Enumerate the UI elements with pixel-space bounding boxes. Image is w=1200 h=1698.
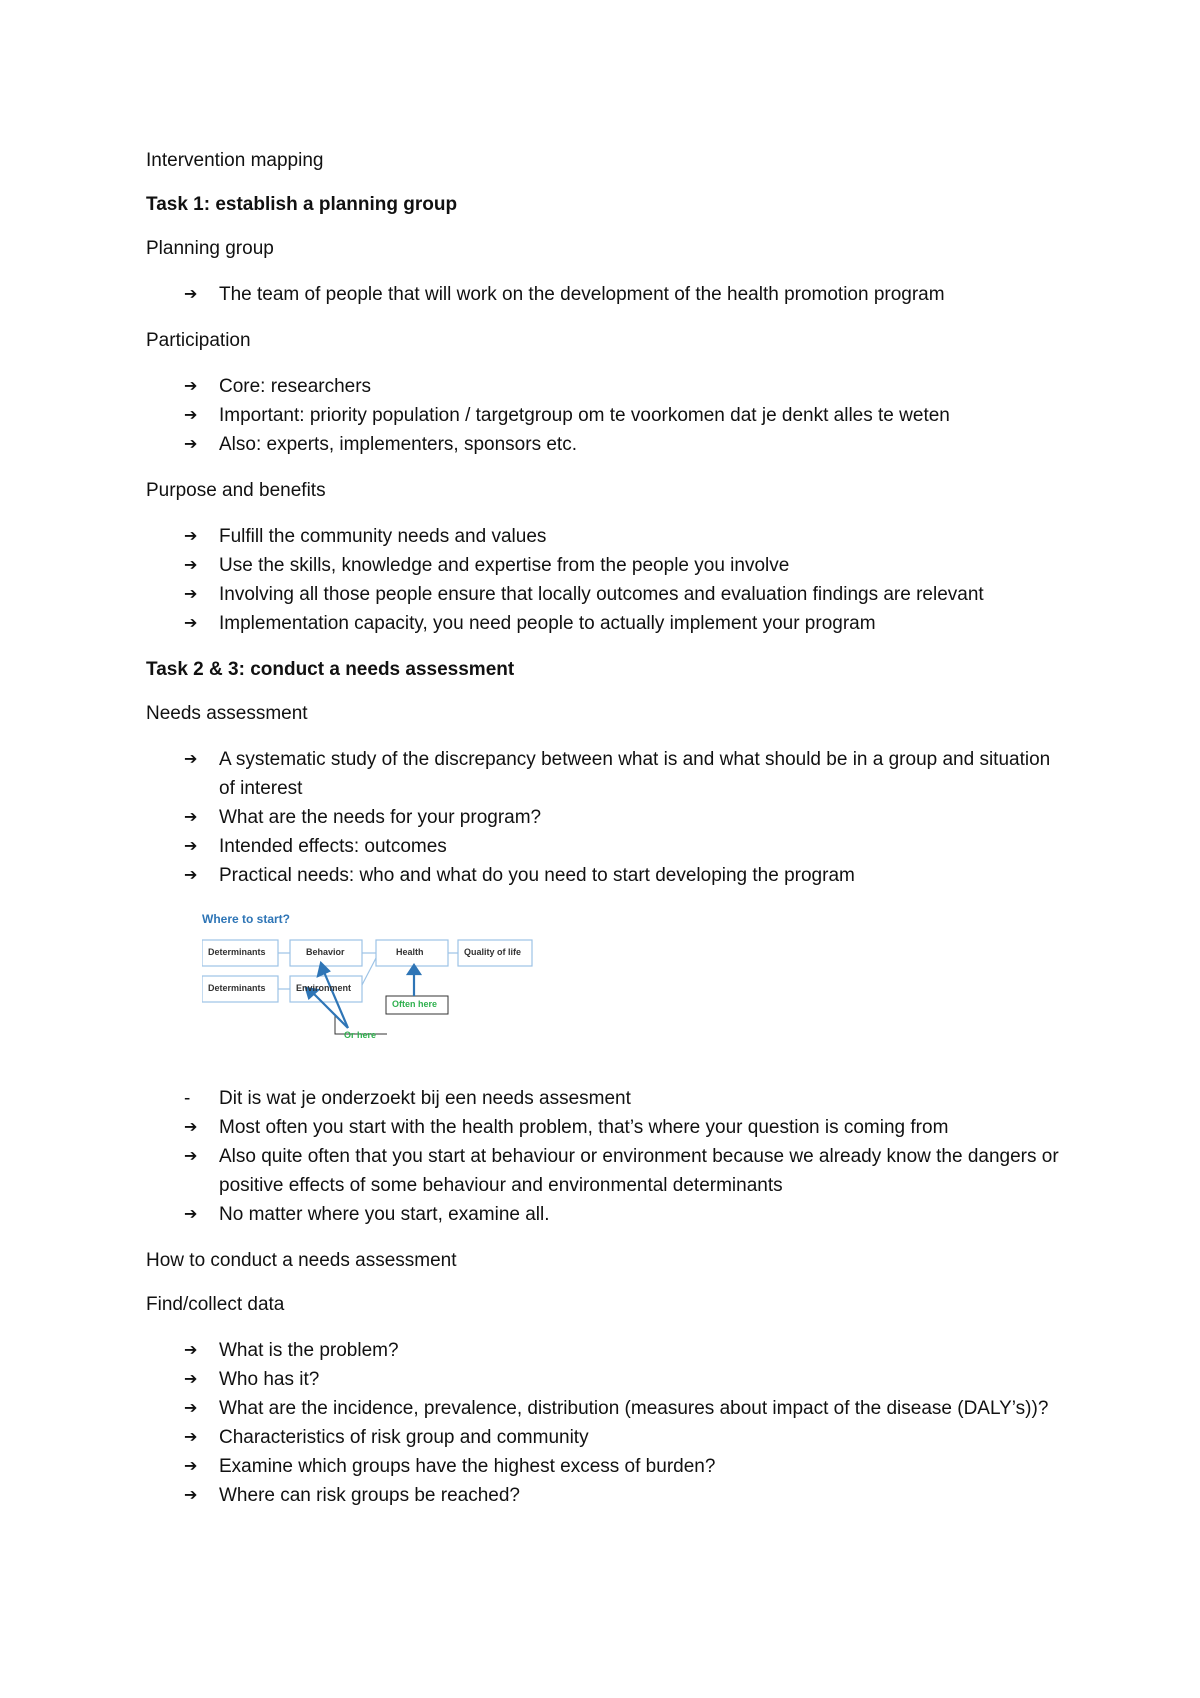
- determinants-label-2: Determinants: [208, 983, 266, 993]
- arrow-bullet-icon: ➔: [184, 407, 198, 424]
- arrow-bullet-icon: ➔: [184, 286, 198, 303]
- list-item: ➔ Use the skills, knowledge and expertise from the people you involve: [146, 551, 1066, 580]
- find-collect-heading: Find/collect data: [146, 1294, 285, 1315]
- list-item: ➔ Intended effects: outcomes: [146, 832, 1066, 861]
- diagram-title: Where to start?: [202, 912, 291, 926]
- participation-list: [146, 372, 1066, 459]
- arrow-bullet-icon: ➔: [184, 1148, 198, 1165]
- task23-heading: Task 2 & 3: conduct a needs assessment: [146, 659, 515, 680]
- or-here-label: Or here: [344, 1030, 377, 1040]
- list-item: ➔ Involving all those people ensure that locally outcomes and evaluation findings are relevant: [146, 580, 1066, 609]
- list-item: ➔ What are the incidence, prevalence, distribution (measures about impact of the disease (DALY’s))?: [146, 1394, 1066, 1423]
- arrow-bullet-icon: ➔: [184, 528, 198, 545]
- environment-label: Environment: [296, 983, 352, 993]
- how-to-heading: How to conduct a needs assessment: [146, 1250, 457, 1271]
- document-title: Intervention mapping: [146, 150, 324, 171]
- after-figure-list: [146, 1084, 1066, 1229]
- arrow-bullet-icon: ➔: [184, 1206, 198, 1223]
- list-item: ➔ What are the needs for your program?: [146, 803, 1066, 832]
- list-item: ➔ Characteristics of risk group and community: [146, 1423, 1066, 1452]
- arrow-bullet-icon: ➔: [184, 1371, 198, 1388]
- purpose-list: [146, 522, 1066, 638]
- list-item: ➔ Also: experts, implementers, sponsors etc.: [146, 430, 1066, 459]
- arrow-to-environment: [314, 994, 348, 1028]
- list-item: ➔ Core: researchers: [146, 372, 1066, 401]
- planning-group-heading: Planning group: [146, 238, 274, 259]
- arrow-bullet-icon: ➔: [184, 1458, 198, 1475]
- list-item: ➔ Also quite often that you start at behaviour or environment because we already know the dangers or positive effects of some behaviour and environmental determinants: [146, 1142, 1066, 1200]
- arrow-bullet-icon: ➔: [184, 586, 198, 603]
- list-item: ➔ Who has it?: [146, 1365, 1066, 1394]
- arrow-bullet-icon: ➔: [184, 1400, 198, 1417]
- arrow-bullet-icon: ➔: [184, 838, 198, 855]
- health-label: Health: [396, 947, 424, 957]
- list-item: ➔ Practical needs: who and what do you need to start developing the program: [146, 861, 1066, 890]
- where-to-start-diagram: [202, 910, 562, 1060]
- arrow-to-behavior: [324, 972, 348, 1028]
- dash-bullet-icon: -: [184, 1088, 191, 1109]
- list-item: ➔ Examine which groups have the highest excess of burden?: [146, 1452, 1066, 1481]
- list-item: ➔ Where can risk groups be reached?: [146, 1481, 1066, 1510]
- arrow-bullet-icon: ➔: [184, 1119, 198, 1136]
- needs-assessment-list: [146, 745, 1066, 890]
- often-here-label: Often here: [392, 999, 438, 1009]
- list-item: ➔ Implementation capacity, you need people to actually implement your program: [146, 609, 1066, 638]
- arrow-bullet-icon: ➔: [184, 436, 198, 453]
- list-item: ➔ Important: priority population / targetgroup om te voorkomen dat je denkt alles te weten: [146, 401, 1066, 430]
- find-collect-list: [146, 1336, 1066, 1510]
- list-item: ➔ A systematic study of the discrepancy between what is and what should be in a group and situation of interest: [146, 745, 1066, 803]
- list-item: ➔ Fulfill the community needs and values: [146, 522, 1066, 551]
- planning-group-list: [146, 280, 1066, 309]
- arrow-bullet-icon: ➔: [184, 557, 198, 574]
- arrow-bullet-icon: ➔: [184, 1342, 198, 1359]
- arrow-bullet-icon: ➔: [184, 378, 198, 395]
- arrow-bullet-icon: ➔: [184, 1487, 198, 1504]
- quality-of-life-label: Quality of life: [464, 947, 522, 957]
- list-item: - Dit is wat je onderzoekt bij een needs assesment: [146, 1084, 1066, 1113]
- document-page: [146, 148, 1066, 1529]
- behavior-label: Behavior: [306, 947, 345, 957]
- list-item: ➔ No matter where you start, examine all.: [146, 1200, 1066, 1229]
- needs-assessment-heading: Needs assessment: [146, 703, 308, 724]
- list-item: ➔ What is the problem?: [146, 1336, 1066, 1365]
- arrow-bullet-icon: ➔: [184, 615, 198, 632]
- task1-heading: Task 1: establish a planning group: [146, 194, 458, 215]
- participation-heading: Participation: [146, 330, 251, 351]
- purpose-heading: Purpose and benefits: [146, 480, 326, 501]
- arrow-bullet-icon: ➔: [184, 751, 198, 768]
- list-item: ➔ The team of people that will work on the development of the health promotion program: [146, 280, 1066, 309]
- arrow-bullet-icon: ➔: [184, 809, 198, 826]
- arrow-bullet-icon: ➔: [184, 1429, 198, 1446]
- arrow-bullet-icon: ➔: [184, 867, 198, 884]
- determinants-label-1: Determinants: [208, 947, 266, 957]
- list-item: ➔ Most often you start with the health problem, that’s where your question is coming from: [146, 1113, 1066, 1142]
